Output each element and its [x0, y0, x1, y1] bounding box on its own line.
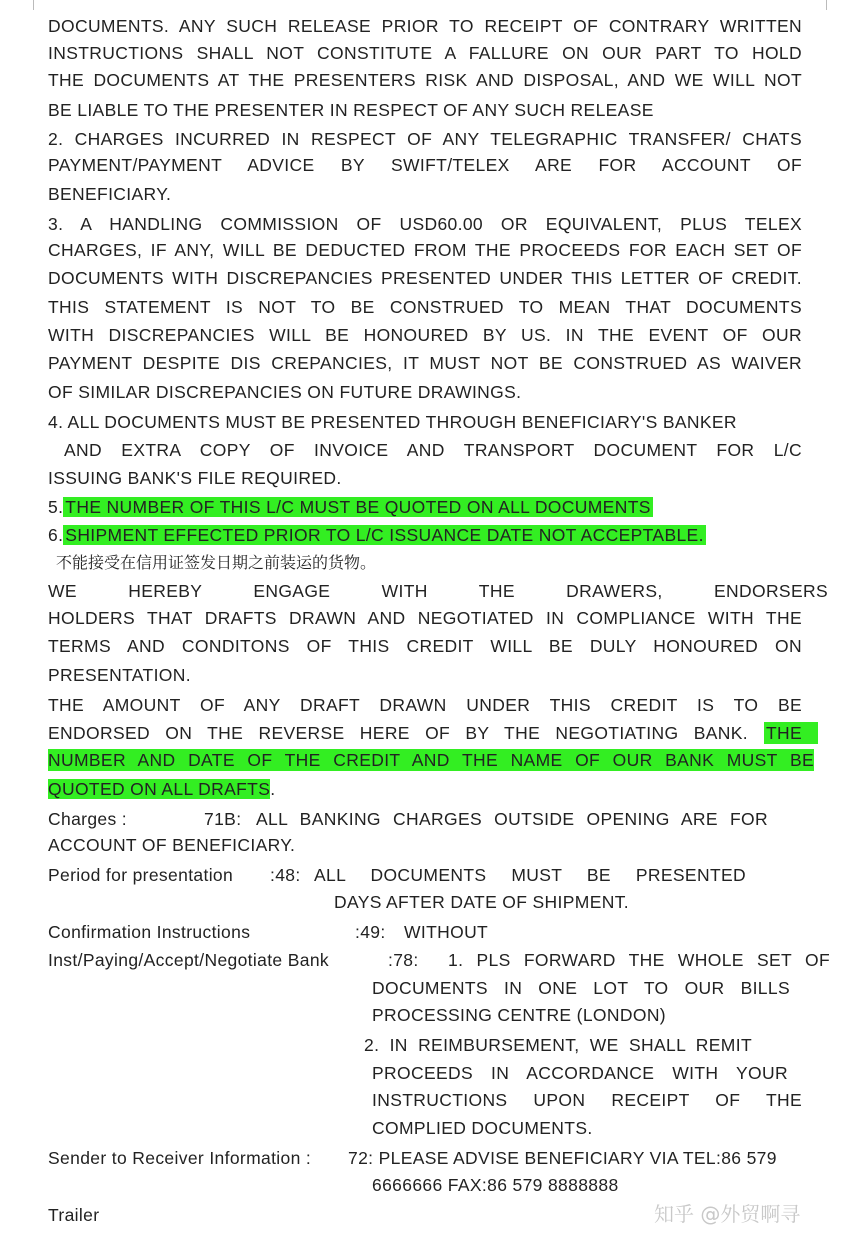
confirmation-tag: :49: — [355, 922, 386, 942]
amount-line-2-text: ENDORSED ON THE REVERSE HERE OF BY THE NEGOTIATING BANK. — [48, 723, 748, 743]
amount-line-4 — [48, 778, 802, 800]
charges-tag: 71B: — [204, 809, 242, 829]
amount-line-2 — [48, 722, 818, 744]
clause-3-line: PAYMENT DESPITE DIS CREPANCIES, IT MUST NOT BE CONSTRUED AS WAIVER — [48, 353, 802, 373]
paragraph-1-line: BE LIABLE TO THE PRESENTER IN RESPECT OF ANY SUCH RELEASE — [48, 100, 654, 120]
charges-label: Charges : — [48, 809, 128, 829]
clause-5-highlight: THE NUMBER OF THIS L/C MUST BE QUOTED ON ALL DOCUMENTS — [65, 497, 651, 517]
instructions-label: Inst/Paying/Accept/Negotiate Bank — [48, 950, 330, 970]
amount-line-4-period: . — [270, 779, 276, 799]
period-label: Period for presentation — [48, 865, 234, 885]
clause-3-line: THIS STATEMENT IS NOT TO BE CONSTRUED TO MEAN THAT DOCUMENTS — [48, 297, 802, 317]
trailer-label: Trailer — [48, 1205, 100, 1225]
clause-2-line: BENEFICIARY. — [48, 184, 172, 204]
amount-highlight-line: NUMBER AND DATE OF THE CREDIT AND THE NAME OF OUR BANK MUST BE — [48, 750, 814, 770]
amount-highlight-start: THE — [764, 722, 818, 744]
instructions-item-2-line: 2. IN REIMBURSEMENT, WE SHALL REMIT — [364, 1035, 752, 1055]
paragraph-1-line: INSTRUCTIONS SHALL NOT CONSTITUTE A FALLURE ON OUR PART TO HOLD — [48, 43, 802, 63]
amount-line: THE AMOUNT OF ANY DRAFT DRAWN UNDER THIS CREDIT IS TO BE — [48, 695, 802, 715]
clause-4-line: AND EXTRA COPY OF INVOICE AND TRANSPORT DOCUMENT FOR L/C — [64, 440, 802, 460]
period-value-line: ALL DOCUMENTS MUST BE PRESENTED — [314, 865, 746, 885]
sender-info-line: 6666666 FAX:86 579 8888888 — [372, 1175, 619, 1195]
sender-info-line: 72: PLEASE ADVISE BENEFICIARY VIA TEL:86 579 — [348, 1148, 777, 1168]
paragraph-1-line: DOCUMENTS. ANY SUCH RELEASE PRIOR TO RECEIPT OF CONTRARY WRITTEN — [48, 16, 802, 36]
engagement-line: HOLDERS THAT DRAFTS DRAWN AND NEGOTIATED IN COMPLIANCE WITH THE — [48, 608, 802, 628]
clause-2-line: 2. CHARGES INCURRED IN RESPECT OF ANY TELEGRAPHIC TRANSFER/ CHATS — [48, 129, 802, 149]
engagement-line: TERMS AND CONDITONS OF THIS CREDIT WILL BE DULY HONOURED ON — [48, 636, 802, 656]
clause-3-line: CHARGES, IF ANY, WILL BE DEDUCTED FROM THE PROCEEDS FOR EACH SET OF — [48, 240, 802, 260]
instructions-item-2-line: COMPLIED DOCUMENTS. — [372, 1118, 593, 1138]
clause-6-line — [48, 524, 802, 546]
period-tag: :48: — [270, 865, 301, 885]
instructions-item-2-line: INSTRUCTIONS UPON RECEIPT OF THE — [372, 1090, 802, 1110]
clause-6-highlight: SHIPMENT EFFECTED PRIOR TO L/C ISSUANCE DATE NOT ACCEPTABLE. — [65, 525, 704, 545]
confirmation-value: WITHOUT — [404, 922, 489, 942]
charges-value-line: ACCOUNT OF BENEFICIARY. — [48, 835, 296, 855]
engagement-line: PRESENTATION. — [48, 665, 191, 685]
clause-4-line: ISSUING BANK'S FILE REQUIRED. — [48, 468, 342, 488]
charges-value-line: ALL BANKING CHARGES OUTSIDE OPENING ARE FOR — [256, 809, 768, 829]
clause-3-line: DOCUMENTS WITH DISCREPANCIES PRESENTED UNDER THIS LETTER OF CREDIT. — [48, 268, 802, 288]
clause-6-number: 6. — [48, 525, 64, 545]
page-edge-left — [33, 0, 34, 10]
instructions-item-1-line: DOCUMENTS IN ONE LOT TO OUR BILLS — [372, 978, 790, 998]
clause-3-line: 3. A HANDLING COMMISSION OF USD60.00 OR EQUIVALENT, PLUS TELEX — [48, 214, 802, 234]
instructions-item-2-line: PROCEEDS IN ACCORDANCE WITH YOUR — [372, 1063, 788, 1083]
amount-highlight-end: QUOTED ON ALL DRAFTS — [48, 779, 271, 799]
clause-3-line: OF SIMILAR DISCREPANCIES ON FUTURE DRAWINGS. — [48, 382, 522, 402]
watermark: 知乎 @外贸啊寻 — [654, 1202, 801, 1226]
sender-info-label: Sender to Receiver Information : — [48, 1148, 312, 1168]
instructions-tag: :78: — [388, 950, 419, 970]
clause-4-line: 4. ALL DOCUMENTS MUST BE PRESENTED THROUGH BENEFICIARY'S BANKER — [48, 412, 737, 432]
clause-5-number: 5. — [48, 497, 64, 517]
engagement-line: WE HEREBY ENGAGE WITH THE DRAWERS, ENDORSERS — [48, 581, 828, 601]
instructions-item-1-line: PROCESSING CENTRE (LONDON) — [372, 1005, 666, 1025]
clause-5-line — [48, 496, 802, 518]
clause-3-line: WITH DISCREPANCIES WILL BE HONOURED BY US. IN THE EVENT OF OUR — [48, 325, 802, 345]
confirmation-label: Confirmation Instructions — [48, 922, 251, 942]
page-edge-right — [826, 0, 827, 10]
paragraph-1-line: THE DOCUMENTS AT THE PRESENTERS RISK AND DISPOSAL, AND WE WILL NOT — [48, 70, 802, 90]
instructions-item-1-line: 1. PLS FORWARD THE WHOLE SET OF — [448, 950, 830, 970]
period-value-line: DAYS AFTER DATE OF SHIPMENT. — [334, 892, 630, 912]
chinese-note: 不能接受在信用证签发日期之前装运的货物。 — [56, 553, 377, 572]
clause-2-line: PAYMENT/PAYMENT ADVICE BY SWIFT/TELEX ARE FOR ACCOUNT OF — [48, 155, 802, 175]
